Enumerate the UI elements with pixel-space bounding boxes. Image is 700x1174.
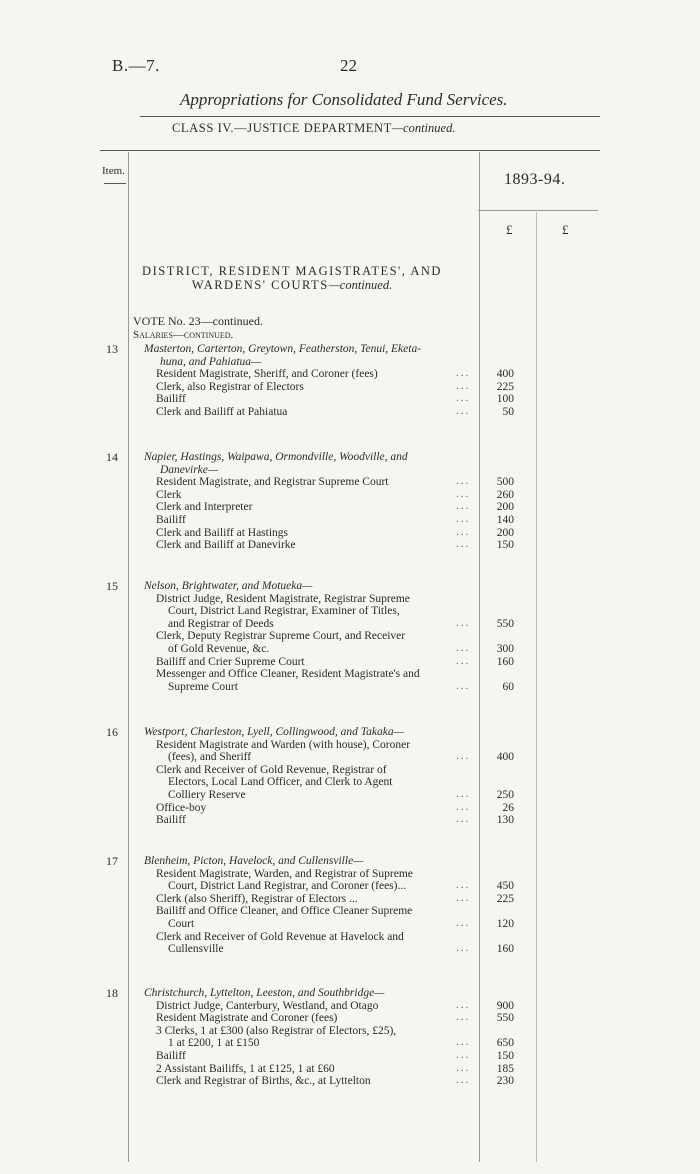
amount-value: 150 <box>496 539 514 552</box>
amount-value: 230 <box>496 1075 514 1088</box>
leader-dots: ... <box>456 500 471 513</box>
leader-dots: ... <box>456 513 471 525</box>
leader-dots: ... <box>456 538 471 551</box>
salaries-label: Salaries—continued. <box>133 329 234 341</box>
header-rule-top <box>140 116 600 117</box>
amount-value: 60 <box>502 680 514 693</box>
class-heading-continued: —continued. <box>391 121 456 135</box>
amount-value: 150 <box>496 1050 514 1062</box>
amount-value: 200 <box>496 501 514 514</box>
leader-dots: ... <box>456 917 471 929</box>
row-description: Bailiff and Crier Supreme Court <box>156 655 305 668</box>
row-description: Clerk and Bailiff at Hastings <box>156 526 289 539</box>
leader-dots: ... <box>456 1061 471 1074</box>
row-description: 2 Assistant Bailiffs, 1 at £125, 1 at £60 <box>156 1062 335 1075</box>
item-column-header: Item. <box>102 165 125 177</box>
row-description: of Gold Revenue, &c. <box>168 643 270 655</box>
row-description: Court, District Land Registrar, and Coroner (fees)... <box>168 880 407 893</box>
row-description: Resident Magistrate, Sheriff, and Coroner (fees) <box>156 368 378 381</box>
leader-dots: ... <box>456 367 471 380</box>
leader-dots: ... <box>456 788 471 800</box>
amount-value: 50 <box>502 406 514 418</box>
amount-value: 160 <box>496 655 514 668</box>
vote-label: VOTE No. 23—continued. <box>133 314 263 328</box>
leader-dots: ... <box>456 405 471 417</box>
row-description: 1 at £200, 1 at £150 <box>168 1037 260 1050</box>
item-column-rule <box>128 152 129 1162</box>
amount-value: 160 <box>496 943 514 956</box>
amount-value: 130 <box>496 814 514 827</box>
row-description: and Registrar of Deeds <box>168 617 274 630</box>
amount-value: 26 <box>502 801 514 814</box>
year-column-header: 1893-94. <box>504 171 566 188</box>
place-names: huna, and Pahiatua— <box>160 355 262 368</box>
amount-value: 450 <box>496 880 514 893</box>
row-description: 3 Clerks, 1 at £300 (also Registrar of Electors, £25), <box>156 1024 397 1037</box>
row-description: Clerk and Registrar of Births, &c., at Lyttelton <box>156 1075 371 1088</box>
row-description: Supreme Court <box>168 680 238 693</box>
row-description: Office-boy <box>156 801 207 814</box>
amount-value: 400 <box>496 368 514 381</box>
class-heading <box>172 121 455 136</box>
item-header-underline <box>104 183 126 184</box>
place-names: Blenheim, Picton, Havelock, and Cullensville— <box>144 855 364 867</box>
pound-sign-col2: £ <box>562 222 569 237</box>
leader-dots: ... <box>456 1049 471 1061</box>
amount-value: 550 <box>496 1012 514 1025</box>
year-header-rule <box>478 210 598 211</box>
amount-value: 250 <box>496 789 514 801</box>
amount-value: 120 <box>496 918 514 930</box>
row-description: Bailiff <box>156 393 186 406</box>
place-names: Christchurch, Lyttelton, Leeston, and Southbridge— <box>144 987 385 999</box>
row-description: Clerk and Receiver of Gold Revenue, Registrar of <box>156 763 387 776</box>
place-names: Masterton, Carterton, Greytown, Featherston, Tenui, Eketa- <box>144 343 422 355</box>
leader-dots: ... <box>456 475 471 488</box>
leader-dots: ... <box>456 1011 471 1024</box>
row-description: Court, District Land Registrar, Examiner of Titles, <box>168 605 400 618</box>
place-names: Nelson, Brightwater, and Motueka— <box>144 580 313 592</box>
item-number: 16 <box>106 725 118 739</box>
row-description: Bailiff and Office Cleaner, and Office Cleaner Supreme <box>156 905 413 918</box>
row-description: Clerk and Bailiff at Danevirke <box>156 539 296 552</box>
leader-dots: ... <box>456 679 471 692</box>
pound-sign-col1: £ <box>506 222 513 237</box>
row-description: District Judge, Resident Magistrate, Registrar Supreme <box>156 592 410 605</box>
leader-dots: ... <box>456 1036 471 1049</box>
leader-dots: ... <box>456 379 471 392</box>
row-description: Clerk, Deputy Registrar Supreme Court, and Receiver <box>156 630 406 643</box>
row-description: Clerk, also Registrar of Electors <box>156 380 304 393</box>
amount-value: 225 <box>496 380 514 393</box>
row-description: Clerk (also Sheriff), Registrar of Electors ... <box>156 892 358 905</box>
row-description: District Judge, Canterbury, Westland, and Otago <box>156 999 379 1012</box>
amount-value: 260 <box>496 488 514 501</box>
amount-value: 200 <box>496 526 514 539</box>
leader-dots: ... <box>456 1074 471 1087</box>
leader-dots: ... <box>456 879 471 892</box>
section-heading-line1: DISTRICT, RESIDENT MAGISTRATES', AND <box>142 264 442 278</box>
document-code: B.—7. <box>112 56 160 75</box>
section-heading-main: WARDENS' COURTS <box>191 278 329 292</box>
amount-value: 650 <box>496 1037 514 1050</box>
class-heading-main: CLASS IV.—JUSTICE DEPARTMENT <box>172 121 392 135</box>
place-names: Danevirke— <box>160 463 219 476</box>
leader-dots: ... <box>456 392 471 405</box>
table-head-rule <box>100 150 600 151</box>
row-description: Resident Magistrate and Warden (with house), Coroner <box>156 738 411 751</box>
page-title: Appropriations for Consolidated Fund Services. <box>180 90 508 109</box>
item-number: 14 <box>106 450 118 464</box>
row-description: Colliery Reserve <box>168 789 246 801</box>
amount-value: 140 <box>496 514 514 526</box>
leader-dots: ... <box>456 891 471 904</box>
item-number: 15 <box>106 579 118 593</box>
section-heading-continued: —continued. <box>328 278 393 292</box>
row-description: Bailiff <box>156 514 186 526</box>
row-description: Clerk and Interpreter <box>156 501 253 514</box>
amount-value: 300 <box>496 643 514 655</box>
leader-dots: ... <box>456 750 471 763</box>
row-description: Electors, Local Land Officer, and Clerk to Agent <box>168 776 393 789</box>
leader-dots: ... <box>456 654 471 667</box>
amount-value: 185 <box>496 1062 514 1075</box>
row-description: Court <box>168 918 195 930</box>
leader-dots: ... <box>456 525 471 538</box>
item-number: 18 <box>106 986 118 1000</box>
item-number: 13 <box>106 342 118 356</box>
page-number: 22 <box>340 56 357 75</box>
total-column-rule <box>536 212 537 1162</box>
row-description: Clerk and Receiver of Gold Revenue at Havelock and <box>156 930 404 943</box>
section-heading-line2 <box>142 278 442 293</box>
row-description: Resident Magistrate, Warden, and Registrar of Supreme <box>156 867 413 880</box>
amount-value: 900 <box>496 999 514 1012</box>
leader-dots: ... <box>456 642 471 654</box>
row-description: Resident Magistrate, and Registrar Supreme Court <box>156 476 389 489</box>
leader-dots: ... <box>456 998 471 1011</box>
place-names: Westport, Charleston, Lyell, Collingwood, and Takaka— <box>144 726 404 738</box>
row-description: Clerk <box>156 488 182 501</box>
amount-value: 100 <box>496 393 514 406</box>
item-number: 17 <box>106 854 118 868</box>
row-description: Clerk and Bailiff at Pahiatua <box>156 406 288 418</box>
amount-value: 550 <box>496 617 514 630</box>
row-description: Messenger and Office Cleaner, Resident Magistrate's and <box>156 668 420 681</box>
amount-value: 225 <box>496 892 514 905</box>
leader-dots: ... <box>456 942 471 955</box>
place-names: Napier, Hastings, Waipawa, Ormondville, Woodville, and <box>144 451 408 463</box>
leader-dots: ... <box>456 616 471 629</box>
amount-value: 500 <box>496 476 514 489</box>
amount-value: 400 <box>496 751 514 764</box>
leader-dots: ... <box>456 487 471 500</box>
leader-dots: ... <box>456 800 471 813</box>
row-description: Bailiff <box>156 814 186 827</box>
row-description: Bailiff <box>156 1050 186 1062</box>
row-description: (fees), and Sheriff <box>168 751 252 764</box>
row-description: Resident Magistrate and Coroner (fees) <box>156 1012 338 1025</box>
leader-dots: ... <box>456 813 471 826</box>
row-description: Cullensville <box>168 943 224 956</box>
